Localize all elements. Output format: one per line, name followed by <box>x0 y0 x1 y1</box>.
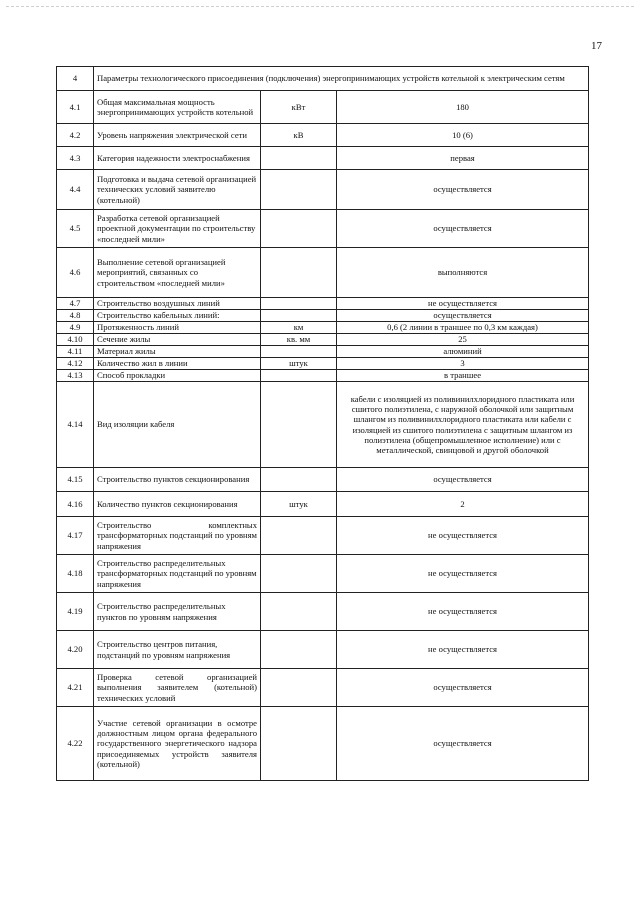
table-row <box>57 310 589 322</box>
table-row <box>57 669 589 707</box>
row-value: 0,6 (2 линии в траншее по 0,3 км каждая) <box>337 322 589 334</box>
row-parameter: Участие сетевой организации в осмотре должностным лицом органа федерального государственного энергетического надзора присоединяемых устройств заявителя (котельной) <box>94 707 261 781</box>
table-row <box>57 298 589 310</box>
row-parameter: Строительство воздушных линий <box>94 298 261 310</box>
row-unit <box>261 382 337 468</box>
row-parameter: Категория надежности электроснабжения <box>94 147 261 170</box>
row-value: 25 <box>337 334 589 346</box>
row-number: 4.18 <box>57 555 94 593</box>
row-parameter: Проверка сетевой организацией выполнения заявителем (котельной) технических условий <box>94 669 261 707</box>
row-number: 4.15 <box>57 468 94 492</box>
row-value: алюминий <box>337 346 589 358</box>
row-number: 4.1 <box>57 91 94 124</box>
row-number: 4.19 <box>57 593 94 631</box>
row-number: 4.21 <box>57 669 94 707</box>
table-row <box>57 334 589 346</box>
row-value: не осуществляется <box>337 517 589 555</box>
row-unit <box>261 210 337 248</box>
page-number: 17 <box>591 40 602 52</box>
row-parameter: Вид изоляции кабеля <box>94 382 261 468</box>
section-number: 4 <box>57 67 94 91</box>
table-row <box>57 517 589 555</box>
row-number: 4.11 <box>57 346 94 358</box>
table-row <box>57 370 589 382</box>
row-value: не осуществляется <box>337 593 589 631</box>
row-unit <box>261 248 337 298</box>
row-unit <box>261 517 337 555</box>
row-unit <box>261 468 337 492</box>
row-unit <box>261 631 337 669</box>
table-row <box>57 346 589 358</box>
row-number: 4.14 <box>57 382 94 468</box>
row-value: осуществляется <box>337 669 589 707</box>
row-unit <box>261 370 337 382</box>
row-unit <box>261 310 337 322</box>
row-parameter: Строительство кабельных линий: <box>94 310 261 322</box>
row-number: 4.9 <box>57 322 94 334</box>
row-value: осуществляется <box>337 210 589 248</box>
table-row <box>57 210 589 248</box>
scan-edge-line <box>6 6 634 7</box>
row-unit <box>261 147 337 170</box>
row-value: первая <box>337 147 589 170</box>
row-number: 4.5 <box>57 210 94 248</box>
table-row <box>57 593 589 631</box>
row-number: 4.22 <box>57 707 94 781</box>
row-number: 4.2 <box>57 124 94 147</box>
row-unit: кВ <box>261 124 337 147</box>
table-row <box>57 147 589 170</box>
row-value: не осуществляется <box>337 555 589 593</box>
table-row <box>57 358 589 370</box>
table-row <box>57 248 589 298</box>
table-row <box>57 492 589 517</box>
row-value: в траншее <box>337 370 589 382</box>
row-value: осуществляется <box>337 707 589 781</box>
row-parameter: Строительство центров питания, подстанций по уровням напряжения <box>94 631 261 669</box>
row-parameter: Строительство пунктов секционирования <box>94 468 261 492</box>
row-number: 4.4 <box>57 170 94 210</box>
table-row <box>57 555 589 593</box>
row-value: кабели с изоляцией из поливинилхлоридного пластиката или сшитого полиэтилена, с наружной оболочкой или защитным шлангом из поливинилхлоридного пластиката или кабели с изоляцией из сшитого полиэтилена с защитным шлангом из полиэтилена (общепромышленное исполнение) или с металлической, свинцовой и другой оболочкой <box>337 382 589 468</box>
row-number: 4.8 <box>57 310 94 322</box>
table-row <box>57 631 589 669</box>
row-unit: км <box>261 322 337 334</box>
table-row <box>57 170 589 210</box>
row-unit: штук <box>261 358 337 370</box>
row-unit: кВт <box>261 91 337 124</box>
table-row <box>57 468 589 492</box>
row-number: 4.3 <box>57 147 94 170</box>
row-parameter: Количество жил в линии <box>94 358 261 370</box>
row-unit <box>261 707 337 781</box>
row-value: осуществляется <box>337 468 589 492</box>
row-parameter: Протяженность линий <box>94 322 261 334</box>
row-parameter: Подготовка и выдача сетевой организацией технических условий заявителю (котельной) <box>94 170 261 210</box>
table-row <box>57 322 589 334</box>
row-parameter: Строительство распределительных трансформаторных подстанций по уровням напряжения <box>94 555 261 593</box>
table-row <box>57 124 589 147</box>
table-row <box>57 707 589 781</box>
row-number: 4.10 <box>57 334 94 346</box>
row-unit <box>261 555 337 593</box>
row-unit <box>261 298 337 310</box>
row-value: 180 <box>337 91 589 124</box>
row-number: 4.13 <box>57 370 94 382</box>
row-number: 4.16 <box>57 492 94 517</box>
row-value: выполняются <box>337 248 589 298</box>
row-parameter: Разработка сетевой организацией проектной документации по строительству «последней мили» <box>94 210 261 248</box>
row-number: 4.20 <box>57 631 94 669</box>
row-unit <box>261 669 337 707</box>
row-parameter: Материал жилы <box>94 346 261 358</box>
row-unit <box>261 170 337 210</box>
row-value: осуществляется <box>337 170 589 210</box>
parameters-table <box>56 66 589 781</box>
row-unit <box>261 346 337 358</box>
section-title: Параметры технологического присоединения (подключения) энергопринимающих устройств котельной к электрическим сетям <box>94 67 589 91</box>
row-number: 4.17 <box>57 517 94 555</box>
row-value: не осуществляется <box>337 298 589 310</box>
row-parameter: Выполнение сетевой организацией мероприятий, связанных со строительством «последней мили» <box>94 248 261 298</box>
row-parameter: Сечение жилы <box>94 334 261 346</box>
row-number: 4.6 <box>57 248 94 298</box>
row-unit: штук <box>261 492 337 517</box>
row-value: 2 <box>337 492 589 517</box>
table-row <box>57 382 589 468</box>
row-parameter: Количество пунктов секционирования <box>94 492 261 517</box>
row-unit: кв. мм <box>261 334 337 346</box>
row-number: 4.12 <box>57 358 94 370</box>
row-parameter: Строительство распределительных пунктов по уровням напряжения <box>94 593 261 631</box>
row-parameter: Способ прокладки <box>94 370 261 382</box>
row-value: 3 <box>337 358 589 370</box>
section-header-row <box>57 67 589 91</box>
row-unit <box>261 593 337 631</box>
row-parameter: Строительство комплектных трансформаторных подстанций по уровням напряжения <box>94 517 261 555</box>
table-row <box>57 91 589 124</box>
row-value: 10 (6) <box>337 124 589 147</box>
row-parameter: Общая максимальная мощность энергопринимающих устройств котельной <box>94 91 261 124</box>
row-value: осуществляется <box>337 310 589 322</box>
row-value: не осуществляется <box>337 631 589 669</box>
row-parameter: Уровень напряжения электрической сети <box>94 124 261 147</box>
row-number: 4.7 <box>57 298 94 310</box>
